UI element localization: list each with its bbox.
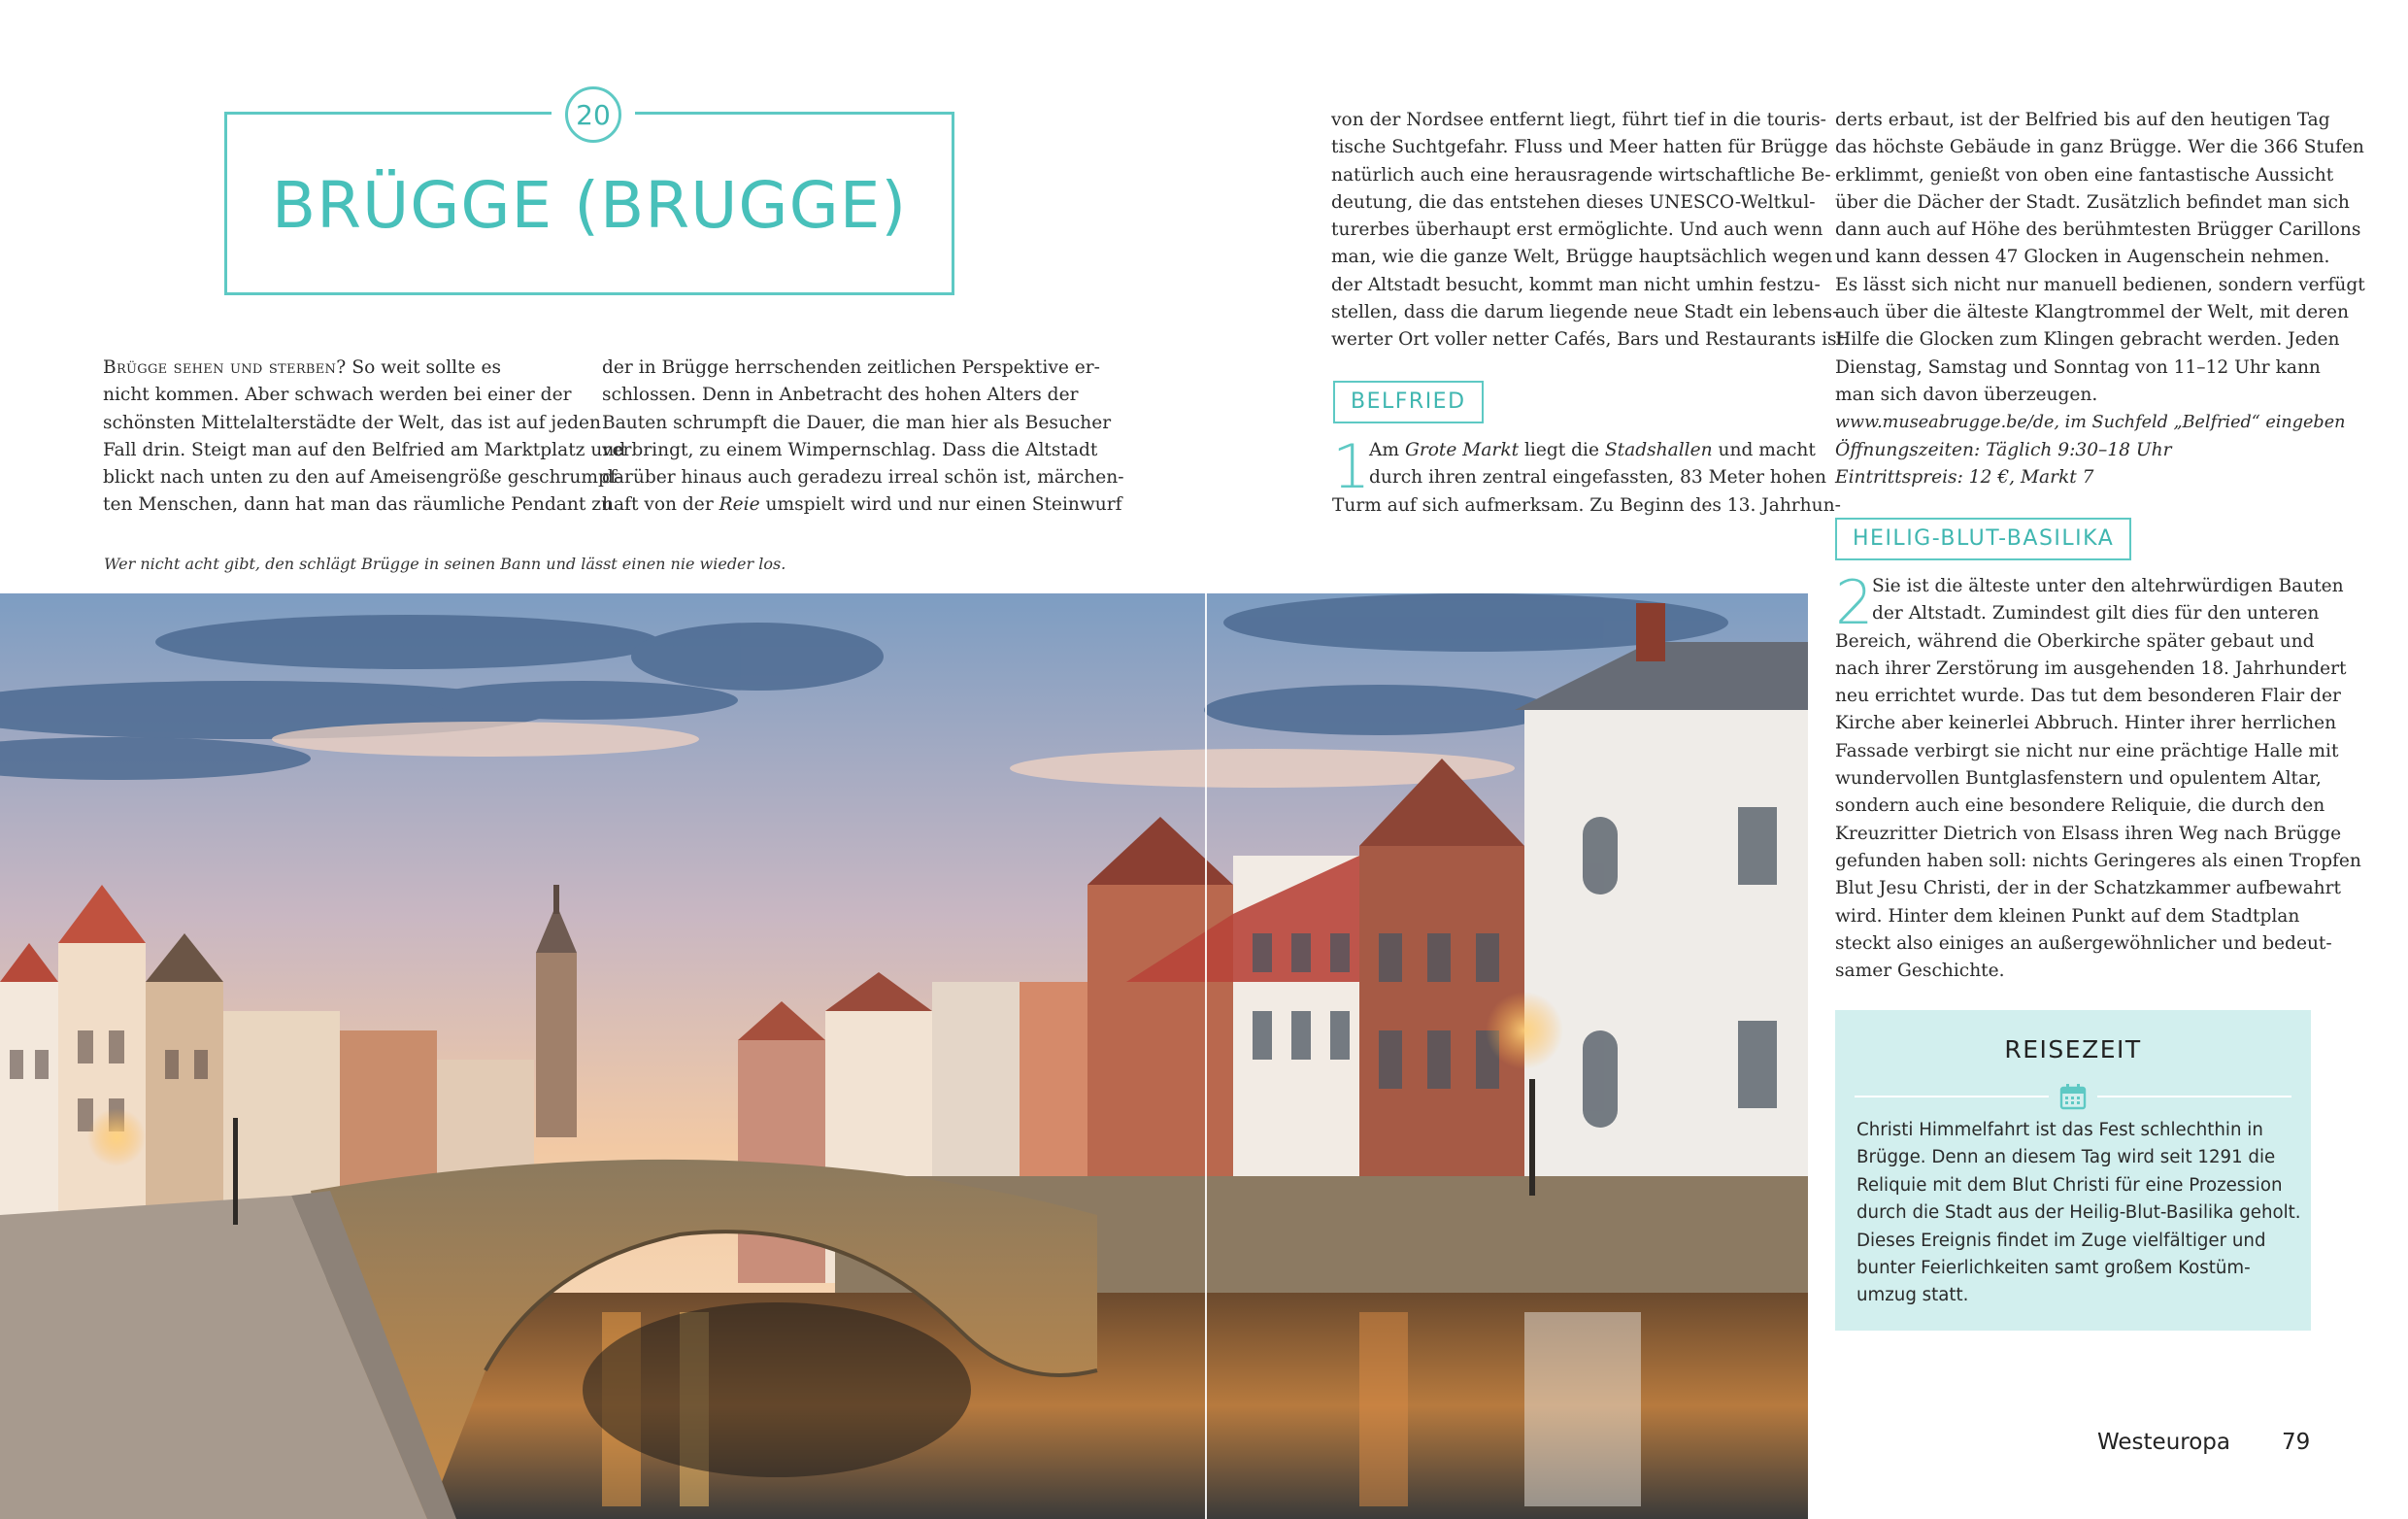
belfried-continued	[1835, 107, 2365, 491]
intro-column-2	[602, 354, 1124, 520]
basilika-text	[1835, 573, 2361, 985]
chapter-badge	[552, 85, 635, 144]
text-line: Reliquie mit dem Blut Christi für eine Prozession	[1856, 1174, 2283, 1196]
intro-column-1	[103, 354, 626, 520]
text-line: auch über die älteste Klangtrommel der Welt, mit deren	[1835, 302, 2349, 323]
photo-caption: Wer nicht acht gibt, den schlägt Brügge in seinen Bann und lässt einen nie wieder los.	[104, 555, 786, 573]
text-line: Fassade verbirgt sie nicht nur eine prächtige Halle mit	[1835, 740, 2339, 761]
section-heading-basilika: HEILIG-BLUT-BASILIKA	[1835, 518, 2131, 560]
text-line: das höchste Gebäude in ganz Brügge. Wer die 366 Stufen	[1835, 137, 2364, 158]
intro-lead: Brügge sehen und sterben?	[103, 357, 347, 378]
intro-line: turerbes überhaupt erst ermöglichte. Und auch wenn	[1331, 219, 1823, 241]
intro-line: deutung, die das entstehen dieses UNESCO-Weltkul-	[1331, 191, 1816, 213]
text-line: dann auch auf Höhe des berühmtesten Brügger Carillons	[1835, 219, 2361, 241]
footer-region: Westeuropa	[2097, 1430, 2230, 1455]
text-line: Am Grote Markt liegt die Stadshallen und macht	[1369, 440, 1816, 460]
text-line: neu errichtet wurde. Das tut dem besonderen Flair der	[1835, 686, 2341, 707]
info-box-text	[1856, 1117, 2301, 1310]
text-line: der Altstadt. Zumindest gilt dies für den unteren	[1872, 603, 2320, 624]
section-number-2: 2	[1835, 567, 1874, 638]
text-line: Bereich, während die Oberkirche später gebaut und	[1835, 630, 2315, 652]
text-line: wundervollen Buntglasfenstern und opulentem Altar,	[1835, 768, 2322, 790]
info-box-title: REISEZEIT	[2004, 1035, 2142, 1063]
text-line: Brügge. Denn an diesem Tag wird seit 1291 die	[1856, 1147, 2276, 1168]
intro-line: ten Menschen, dann hat man das räumliche Pendant zu	[103, 494, 613, 516]
intro-line: natürlich auch eine herausragende wirtschaftliche Be-	[1331, 164, 1831, 186]
text-line: Dieses Ereignis findet im Zuge vielfältiger und	[1856, 1230, 2266, 1251]
text-line: steckt also einiges an außergewöhnlicher und bedeut-	[1835, 932, 2332, 954]
intro-line: darüber hinaus auch geradezu irreal schön ist, märchen-	[602, 467, 1124, 489]
text-line: nach ihrer Zerstörung im ausgehenden 18. Jahrhundert	[1835, 658, 2347, 679]
text-line: man sich davon überzeugen.	[1835, 384, 2098, 405]
text-line: Hilfe die Glocken zum Klingen gebracht werden. Jeden	[1835, 329, 2340, 351]
intro-line: tische Suchtgefahr. Fluss und Meer hatten für Brügge	[1331, 137, 1828, 158]
intro-line: man, wie die ganze Welt, Brügge hauptsächlich wegen	[1331, 247, 1833, 268]
intro-line: nicht kommen. Aber schwach werden bei einer der	[103, 385, 572, 406]
text-line: Es lässt sich nicht nur manuell bedienen, sondern verfügt	[1835, 274, 2365, 295]
page-number: 79	[2282, 1430, 2311, 1455]
text-line: Sie ist die älteste unter den altehrwürdigen Bauten	[1872, 576, 2344, 596]
bruges-canal-photo	[0, 593, 1808, 1519]
belfried-text	[1332, 437, 1841, 520]
section-heading-belfried: BELFRIED	[1333, 381, 1484, 423]
opening-hours: Öffnungszeiten: Täglich 9:30–18 Uhr	[1835, 439, 2172, 460]
website-link[interactable]: www.museabrugge.be/de, im Suchfeld „Belfried“ eingeben	[1835, 413, 2346, 433]
text-line: gefunden haben soll: nichts Geringeres als einen Tropfen	[1835, 850, 2361, 871]
intro-line: der in Brügge herrschenden zeitlichen Perspektive er-	[602, 357, 1100, 378]
intro-line: schlossen. Denn in Anbetracht des hohen Alters der	[602, 385, 1079, 406]
text-line: sondern auch eine besondere Reliquie, die durch den	[1835, 795, 2325, 817]
intro-column-3	[1331, 107, 1850, 354]
text-line: Kirche aber keinerlei Abbruch. Hinter ihrer herrlichen	[1835, 713, 2337, 734]
intro-line: Bauten schrumpft die Dauer, die man hier als Besucher	[602, 412, 1112, 433]
text-line: wird. Hinter dem kleinen Punkt auf dem Stadtplan	[1835, 905, 2300, 927]
intro-line: verbringt, zu einem Wimpernschlag. Dass die Altstadt	[602, 439, 1098, 460]
intro-line: werter Ort voller netter Cafés, Bars und Restaurants ist.	[1331, 329, 1850, 351]
text-line: samer Geschichte.	[1835, 961, 2005, 982]
intro-line: Brügge sehen und sterben? So weit sollte es	[103, 357, 502, 378]
text-line: Kreuzritter Dietrich von Elsass ihren Weg nach Brügge	[1835, 823, 2342, 844]
divider	[1855, 1096, 2049, 1097]
intro-line: stellen, dass die darum liegende neue Stadt ein lebens-	[1331, 302, 1839, 323]
intro-line: Fall drin. Steigt man auf den Belfried am Marktplatz und	[103, 439, 626, 460]
section-number-1: 1	[1332, 431, 1371, 502]
page-title: BRÜGGE (BRUGGE)	[271, 168, 908, 243]
text-line: bunter Feierlichkeiten samt großem Kostüm-	[1856, 1258, 2251, 1279]
text-line: erklimmt, genießt von oben eine fantastische Aussicht	[1835, 164, 2334, 186]
calendar-icon	[2059, 1083, 2087, 1110]
text-line: und kann dessen 47 Glocken in Augenschein nehmen.	[1835, 247, 2330, 268]
intro-line: blickt nach unten zu den auf Ameisengröße geschrumpf-	[103, 467, 622, 489]
info-box-reisezeit	[1835, 1010, 2311, 1331]
intro-line: der Altstadt besucht, kommt man nicht umhin festzu-	[1331, 274, 1821, 295]
text-line: Christi Himmelfahrt ist das Fest schlechthin in	[1856, 1120, 2263, 1140]
admission-price: Eintrittspreis: 12 €, Markt 7	[1835, 466, 2094, 488]
text-line: Dienstag, Samstag und Sonntag von 11–12 Uhr kann	[1835, 356, 2321, 378]
text-line: Turm auf sich aufmerksam. Zu Beginn des 13. Jahrhun-	[1332, 494, 1841, 516]
intro-line: haft von der Reie umspielt wird und nur einen Steinwurf	[602, 494, 1122, 516]
divider	[2097, 1096, 2291, 1097]
text-line: umzug statt.	[1856, 1285, 1969, 1306]
text-line: über die Dächer der Stadt. Zusätzlich befindet man sich	[1835, 191, 2350, 213]
text-line: durch ihren zentral eingefassten, 83 Meter hohen	[1369, 467, 1827, 489]
text-line: durch die Stadt aus der Heilig-Blut-Basilika geholt.	[1856, 1202, 2301, 1224]
intro-line: schönsten Mittelalterstädte der Welt, das ist auf jeden	[103, 412, 602, 433]
text-line: derts erbaut, ist der Belfried bis auf den heutigen Tag	[1835, 110, 2330, 130]
chapter-number: 20	[565, 86, 621, 143]
intro-line: von der Nordsee entfernt liegt, führt tief in die touris-	[1331, 110, 1826, 130]
text-line: Blut Jesu Christi, der in der Schatzkammer aufbewahrt	[1835, 878, 2341, 899]
